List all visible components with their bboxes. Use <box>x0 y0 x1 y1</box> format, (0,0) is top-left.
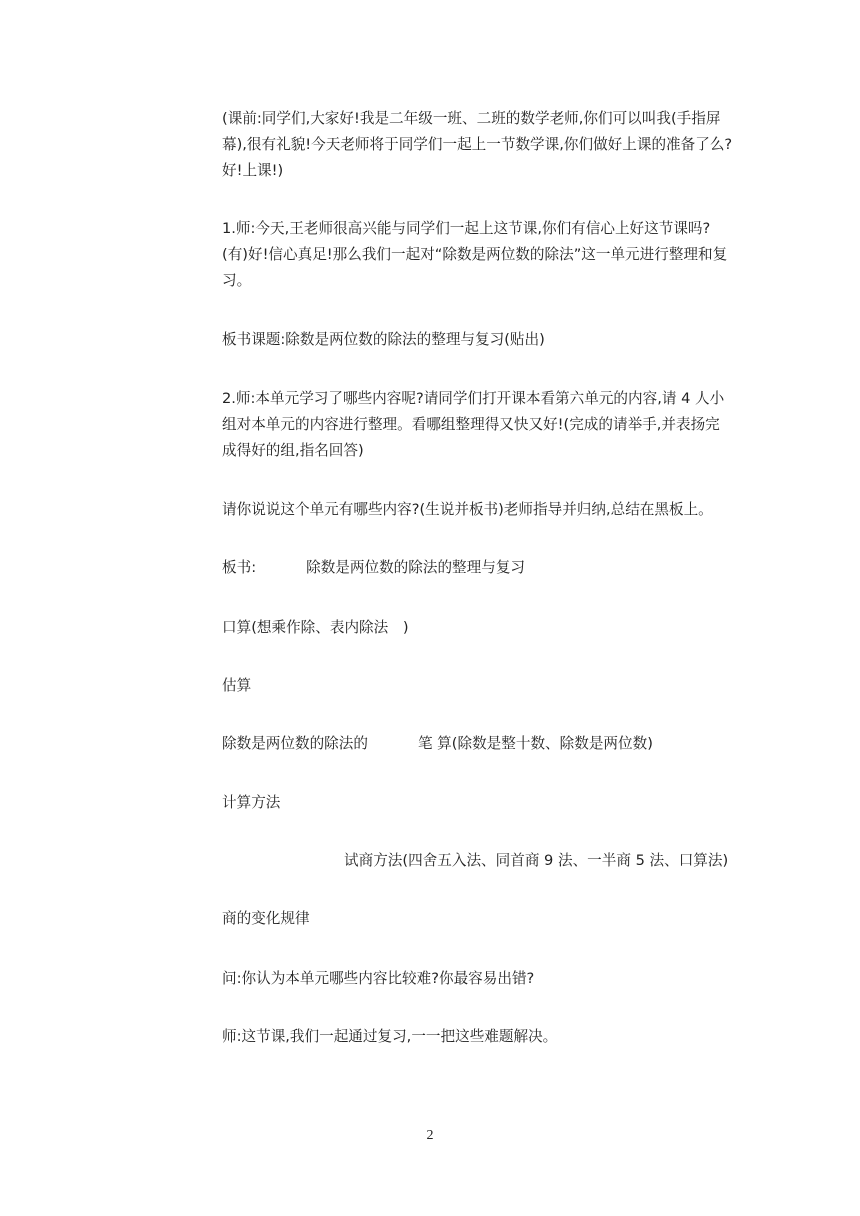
board-quotient-change-rule: 商的变化规律 <box>222 910 310 927</box>
board-estimation: 估算 <box>222 677 252 694</box>
paragraph-intro: 1.师:今天,王老师很高兴能与同学们一起上这节课,你们有信心上好这节课吗?(有)好!信心真足!那么我们一起对“除数是两位数的除法”这一单元进行整理和复习。 <box>222 220 728 289</box>
board-calculation-method: 计算方法 <box>222 794 281 811</box>
board-label: 板书: <box>222 559 257 576</box>
paragraph-board-topic: 板书课题:除数是两位数的除法的整理与复习(贴出) <box>222 331 545 348</box>
closing-teacher-remark: 师:这节课,我们一起通过复习,一一把这些难题解决。 <box>222 1028 558 1045</box>
board-trial-quotient-methods: 试商方法(四舍五入法、同首商 9 法、一半商 5 法、口算法) <box>344 852 729 869</box>
closing-question: 问:你认为本单元哪些内容比较难?你最容易出错? <box>222 970 535 987</box>
board-title: 除数是两位数的除法的整理与复习 <box>306 559 526 576</box>
paragraph-summary: 请你说说这个单元有哪些内容?(生说并板书)老师指导并归纳,总结在黑板上。 <box>222 501 713 518</box>
board-written-line <box>222 731 734 757</box>
board-oral-calculation: 口算(想乘作除、表内除法 ) <box>222 619 409 636</box>
board-heading-line <box>222 555 734 581</box>
paragraph-pre-class: (课前:同学们,大家好!我是二年级一班、二班的数学老师,你们可以叫我(手指屏幕),很有礼貌!今天老师将于同学们一起上一节数学课,你们做好上课的准备了么?好!上课!) <box>222 110 733 179</box>
board-written-calculation: 笔 算(除数是整十数、除数是两位数) <box>417 735 653 752</box>
board-root-topic: 除数是两位数的除法的 <box>222 735 368 752</box>
paragraph-group-work: 2.师:本单元学习了哪些内容呢?请同学们打开课本看第六单元的内容,请 4 人小组对本单元的内容进行整理。看哪组整理得又快又好!(完成的请举手,并表扬完成得好的组,指名回答) <box>222 390 725 459</box>
page-number: 2 <box>426 1128 434 1143</box>
